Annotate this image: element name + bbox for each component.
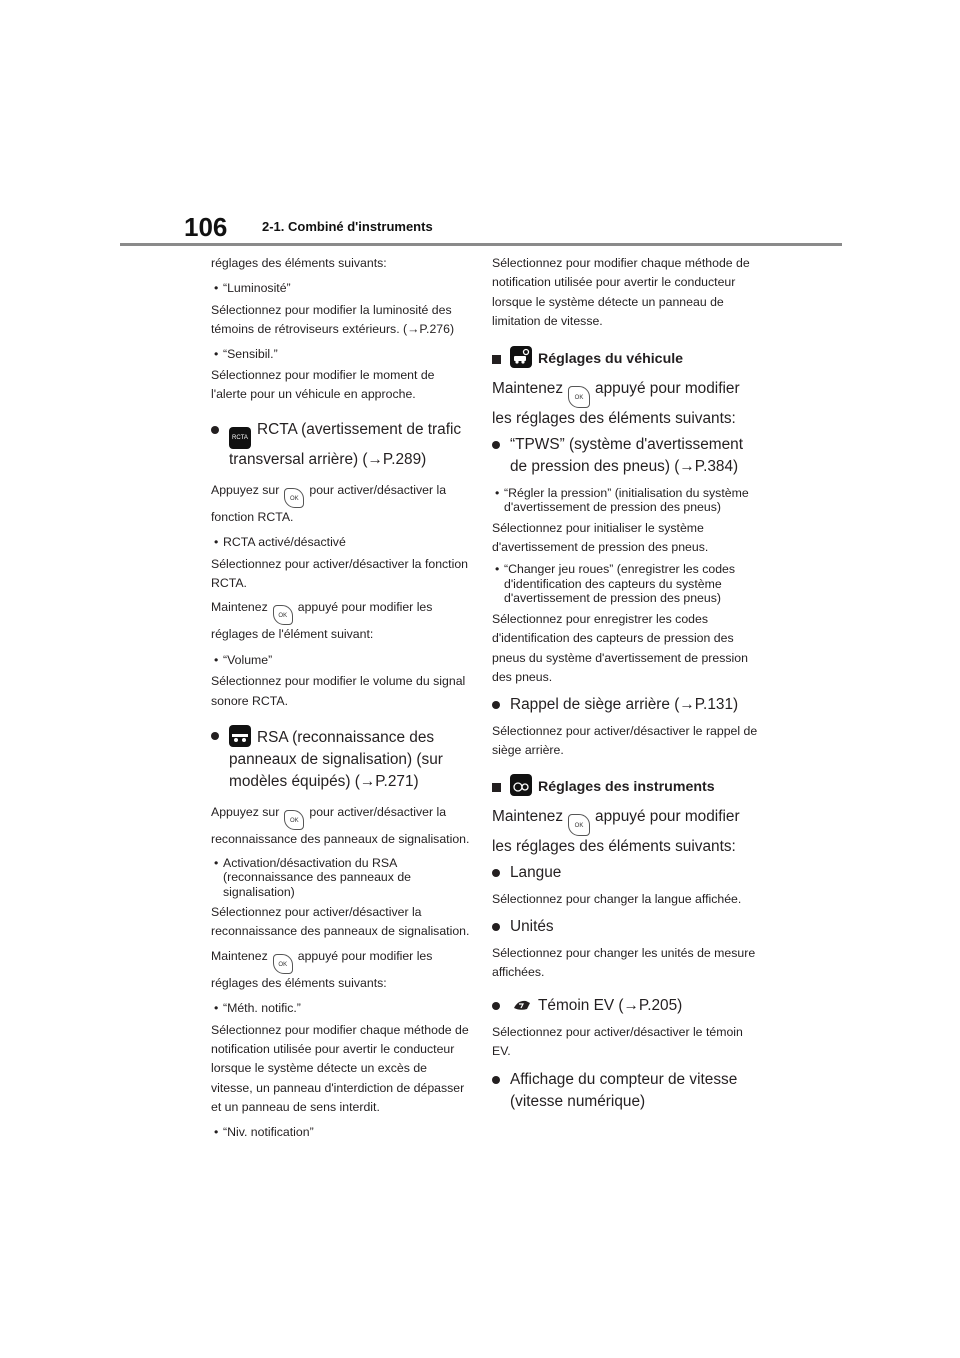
text-part: Appuyez sur (211, 482, 280, 497)
instrument-settings-heading (492, 774, 762, 800)
langue-heading-text: Langue (510, 864, 562, 882)
item-label: “Niv. notification” (223, 1124, 314, 1139)
intro-text: réglages des éléments suivants: (211, 256, 387, 270)
text-part: appuyé pour modifier les réglages de l'élément suivant: (211, 600, 433, 642)
text-part: appuyé pour modifier les réglages des éléments suivants: (492, 379, 740, 427)
tpws-heading (492, 434, 762, 478)
bullet-mark: • (214, 346, 219, 361)
ok-button-icon: OK (273, 954, 293, 974)
volume-description: Sélectionnez pour modifier le volume du signal sonore RCTA. (211, 674, 466, 708)
bullet-mark: • (214, 1124, 219, 1139)
rcta-press-text (211, 481, 471, 527)
text-part: appuyé pour modifier les réglages des éléments suivants: (492, 808, 740, 856)
text-part: pour activer/désactiver la reconnaissance des panneaux de signalisation. (211, 805, 470, 847)
affichage-heading-text: Affichage du compteur de vitesse (vitesse numérique) (510, 1071, 738, 1111)
rsa-heading (211, 725, 471, 793)
ok-button-icon: OK (568, 814, 590, 836)
rappel-heading (492, 694, 762, 716)
road-sign-icon (229, 725, 251, 747)
rappel-heading-text: Rappel de siège arrière (→P.131) (510, 695, 739, 713)
affichage-heading (492, 1069, 762, 1113)
section-title: 2-1. Combiné d'instruments (262, 219, 433, 234)
ok-button-icon: OK (284, 488, 304, 508)
temoin-ev-heading (492, 995, 762, 1017)
rcta-heading (211, 419, 471, 471)
item-label: “Méth. notific.” (223, 1001, 301, 1016)
list-item-rcta-toggle (211, 533, 471, 552)
list-item-niv (211, 1123, 471, 1142)
bullet-dot (492, 441, 500, 449)
rcta-toggle-description: Sélectionnez pour activer/désactiver la fonction RCTA. (211, 556, 469, 591)
bullet-dot (492, 701, 500, 709)
vehicle-settings-heading (492, 346, 762, 372)
rsa-press-text (211, 803, 471, 849)
unites-description: Sélectionnez pour changer les unités de mesure affichées. (492, 945, 756, 980)
ev-indicator-icon (512, 998, 532, 1012)
bullet-dot (492, 1002, 500, 1010)
list-item-rsa-toggle (211, 856, 471, 900)
list-item-luminosite (211, 279, 471, 298)
text-part: pour activer/désactiver la fonction RCTA. (211, 482, 447, 524)
list-item-regler (492, 486, 762, 515)
bullet-mark: • (495, 485, 500, 500)
vehicle-settings-title: Réglages du véhicule (538, 350, 684, 367)
temoin-ev-heading-text: Témoin EV (→P.205) (538, 996, 683, 1014)
rcta-heading-text: RCTA (avertissement de trafic transversal arrière) (→P.289) (229, 420, 462, 468)
item-label: “Changer jeu roues” (enregistrer les codes d'identification des capteurs du système d'avertissement de pression des pneus) (504, 562, 736, 606)
tpws-heading-text: “TPWS” (système d'avertissement de pression des pneus) (→P.384) (510, 435, 743, 475)
ok-button-icon: OK (273, 605, 293, 625)
text-part: appuyé pour modifier les réglages des éléments suivants: (211, 948, 433, 990)
ok-button-icon: OK (568, 386, 590, 408)
bullet-dot (492, 869, 500, 877)
unites-heading-text: Unités (510, 917, 554, 935)
item-label: “Volume” (223, 652, 273, 667)
list-item-changer (492, 562, 762, 606)
instrument-settings-title: Réglages des instruments (538, 779, 715, 796)
item-label: “Sensibil.” (223, 346, 278, 361)
heading-square-mark (492, 783, 501, 792)
rsa-toggle-description: Sélectionnez pour activer/désactiver la reconnaissance des panneaux de signalisation. (211, 905, 470, 939)
vehicle-hold-text (492, 378, 762, 430)
list-item-sensibil (211, 345, 471, 364)
text-part: Maintenez (211, 600, 268, 615)
list-item-volume (211, 651, 471, 670)
car-settings-icon (510, 346, 532, 368)
bullet-dot (492, 1076, 500, 1084)
niv-description: Sélectionnez pour modifier chaque méthode de notification utilisée pour avertir le conducteur lorsque le système détecte un panneau de limitation de vitesse. (492, 256, 750, 329)
page-number: 106 (184, 212, 228, 242)
bullet-mark: • (495, 562, 500, 577)
sensibil-description: Sélectionnez pour modifier le moment de l'alerte pour un véhicule en approche. (211, 368, 435, 402)
text-part: Appuyez sur (211, 805, 280, 820)
temoin-ev-description: Sélectionnez pour activer/désactiver le témoin EV. (492, 1024, 743, 1058)
bullet-mark: • (214, 281, 219, 296)
gauge-settings-icon (510, 774, 532, 796)
instrument-hold-text (492, 806, 762, 858)
heading-square-mark (492, 355, 501, 364)
text-part: Maintenez (492, 379, 564, 397)
text-part: Maintenez (492, 808, 564, 826)
rcta-hold-text (211, 598, 471, 644)
unites-heading (492, 916, 762, 938)
bullet-dot (211, 426, 219, 434)
bullet-mark: • (214, 855, 219, 870)
bullet-dot (211, 732, 219, 740)
changer-description: Sélectionnez pour enregistrer les codes d'identification des capteurs de pression des pneus du système d'avertissement de pression des pneus. (492, 611, 748, 685)
rsa-heading-text: RSA (reconnaissance des panneaux de signalisation) (sur modèles équipés) (→P.271) (229, 729, 443, 791)
bullet-mark: • (214, 1001, 219, 1016)
list-item-meth (211, 999, 471, 1018)
meth-description: Sélectionnez pour modifier chaque méthode de notification utilisée pour avertir le conducteur lorsque le système détecte un excès de vitesse, un panneau d'interdiction de dépasser et un panneau de sens interdit. (211, 1022, 469, 1115)
langue-description: Sélectionnez pour changer la langue affichée. (492, 892, 742, 907)
rappel-description: Sélectionnez pour activer/désactiver le rappel de siège arrière. (492, 723, 758, 757)
item-label: “Régler la pression” (initialisation du système d'avertissement de pression des pneus) (504, 485, 749, 515)
luminosite-description: Sélectionnez pour modifier la luminosité des témoins de rétroviseurs extérieurs. (→P.276) (211, 302, 455, 337)
left-column (211, 254, 471, 1144)
item-label: “Luminosité” (223, 281, 291, 296)
text-part: Maintenez (211, 948, 268, 963)
rcta-icon: RCTA (229, 427, 251, 449)
right-column (492, 254, 762, 1123)
regler-description: Sélectionnez pour initialiser le système d'avertissement de pression des pneus. (492, 520, 709, 555)
rsa-hold-text (211, 947, 471, 993)
header-divider (120, 243, 842, 246)
ok-button-icon: OK (284, 810, 304, 830)
bullet-dot (492, 923, 500, 931)
item-label: RCTA activé/désactivé (223, 535, 346, 550)
langue-heading (492, 862, 762, 884)
item-label: Activation/désactivation du RSA (reconnaissance des panneaux de signalisation) (223, 855, 412, 899)
bullet-mark: • (214, 652, 219, 667)
bullet-mark: • (214, 535, 219, 550)
